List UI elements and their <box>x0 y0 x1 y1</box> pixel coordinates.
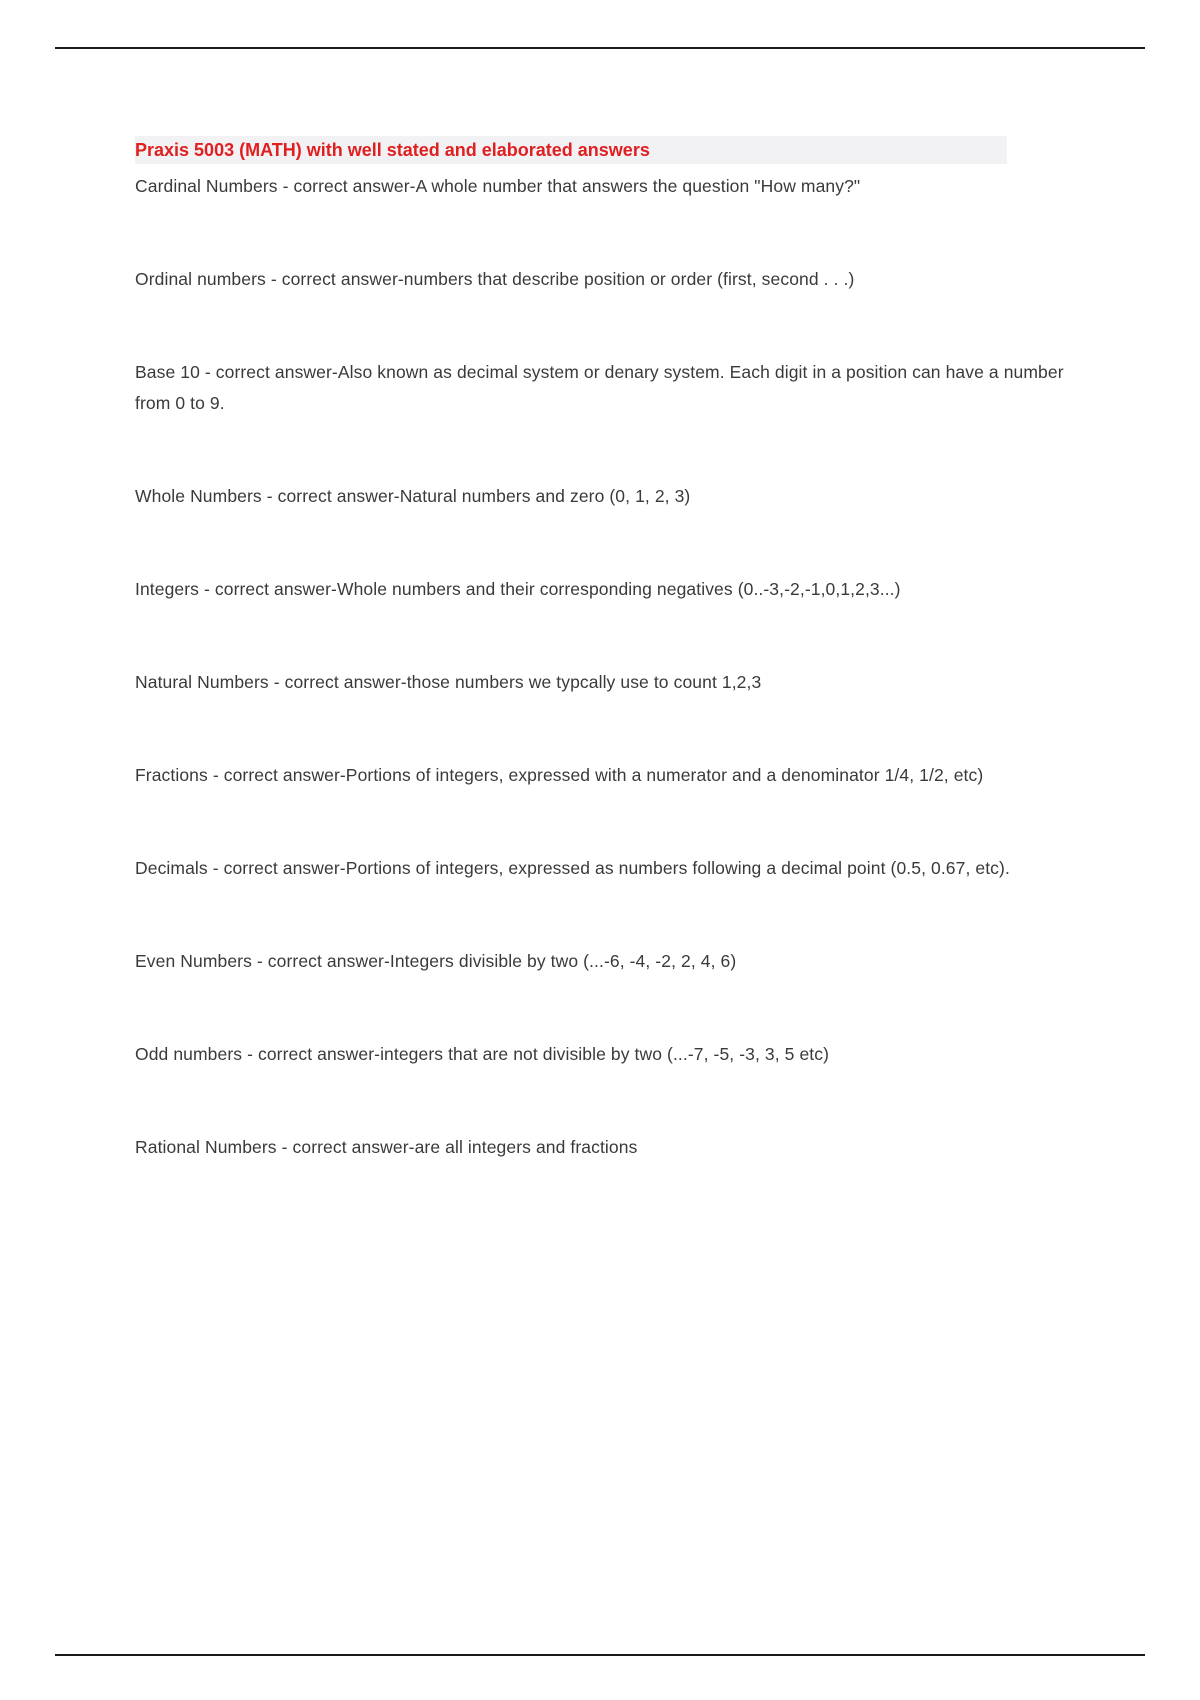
document-body <box>135 136 1067 1163</box>
definition-entry-integers: Integers - correct answer-Whole numbers and their corresponding negatives (0..-3,-2,-1,0,1,2,3...) <box>135 579 901 599</box>
definition-entry-cardinal-numbers: Cardinal Numbers - correct answer-A whole number that answers the question "How many?" <box>135 176 861 196</box>
definition-entry-fractions: Fractions - correct answer-Portions of integers, expressed with a numerator and a denominator 1/4, 1/2, etc) <box>135 765 984 785</box>
definition-entry-even-numbers: Even Numbers - correct answer-Integers divisible by two (...-6, -4, -2, 2, 4, 6) <box>135 951 737 971</box>
top-horizontal-rule <box>55 47 1145 49</box>
definition-entry-whole-numbers: Whole Numbers - correct answer-Natural numbers and zero (0, 1, 2, 3) <box>135 486 691 506</box>
definition-entry-odd-numbers: Odd numbers - correct answer-integers that are not divisible by two (...-7, -5, -3, 3, 5 etc) <box>135 1044 830 1064</box>
definition-entry-rational-numbers: Rational Numbers - correct answer-are all integers and fractions <box>135 1137 638 1157</box>
definition-entry-decimals: Decimals - correct answer-Portions of integers, expressed as numbers following a decimal point (0.5, 0.67, etc). <box>135 858 1010 878</box>
definition-entry-natural-numbers: Natural Numbers - correct answer-those numbers we typcally use to count 1,2,3 <box>135 672 762 692</box>
definition-entry-ordinal-numbers: Ordinal numbers - correct answer-numbers that describe position or order (first, second . . .) <box>135 269 855 289</box>
bottom-horizontal-rule <box>55 1654 1145 1656</box>
document-title: Praxis 5003 (MATH) with well stated and elaborated answers <box>135 136 1007 164</box>
definition-entry-base-10: Base 10 - correct answer-Also known as decimal system or denary system. Each digit in a position can have a number from 0 to 9. <box>135 362 1064 413</box>
